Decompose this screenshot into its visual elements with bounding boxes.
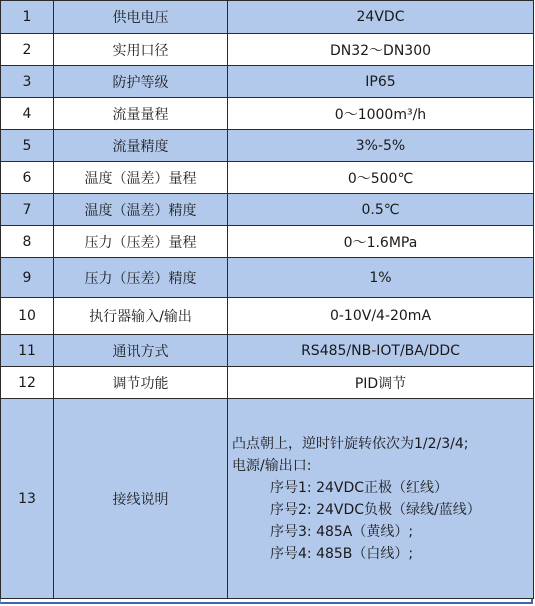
row-item: 调节功能 bbox=[54, 367, 228, 399]
row-item: 压力（压差）精度 bbox=[54, 258, 228, 298]
table-row bbox=[1, 194, 534, 226]
wiring-line: 凸点朝上，逆时针旋转依次为1/2/3/4; bbox=[232, 435, 469, 452]
row-value: 24VDC bbox=[228, 1, 534, 34]
row-value: 3%-5% bbox=[228, 130, 534, 162]
row-number: 2 bbox=[1, 34, 54, 66]
table-row-wiring bbox=[1, 399, 534, 599]
row-value: PID调节 bbox=[228, 367, 534, 399]
table-row bbox=[1, 130, 534, 162]
row-item: 温度（温差）量程 bbox=[54, 162, 228, 194]
row-value: DN32～DN300 bbox=[228, 34, 534, 66]
row-number: 12 bbox=[1, 367, 54, 399]
table-row bbox=[1, 258, 534, 298]
wiring-line: 电源/输出口: bbox=[232, 457, 312, 474]
row-value: 1% bbox=[228, 258, 534, 298]
table-row bbox=[1, 226, 534, 258]
row-item: 防护等级 bbox=[54, 66, 228, 98]
row-item: 接线说明 bbox=[54, 399, 228, 599]
row-number: 9 bbox=[1, 258, 54, 298]
table-row bbox=[1, 298, 534, 335]
table-row bbox=[1, 34, 534, 66]
row-value: 0～500℃ bbox=[228, 162, 534, 194]
row-value: 0～1.6MPa bbox=[228, 226, 534, 258]
row-number: 3 bbox=[1, 66, 54, 98]
table-row bbox=[1, 335, 534, 367]
row-item: 执行器输入/输出 bbox=[54, 298, 228, 335]
row-item: 流量精度 bbox=[54, 130, 228, 162]
table-row bbox=[1, 1, 534, 34]
row-value: 0.5℃ bbox=[228, 194, 534, 226]
row-number: 4 bbox=[1, 98, 54, 130]
row-number: 6 bbox=[1, 162, 54, 194]
table-row bbox=[1, 162, 534, 194]
row-number: 11 bbox=[1, 335, 54, 367]
wiring-line: 序号3: 485A（黄线）; bbox=[270, 523, 414, 540]
row-number: 8 bbox=[1, 226, 54, 258]
row-item: 温度（温差）精度 bbox=[54, 194, 228, 226]
wiring-line: 序号1: 24VDC正极（红线） bbox=[270, 479, 449, 496]
row-item: 通讯方式 bbox=[54, 335, 228, 367]
row-number: 1 bbox=[1, 1, 54, 34]
wiring-description bbox=[228, 399, 534, 599]
table-row bbox=[1, 367, 534, 399]
row-number: 7 bbox=[1, 194, 54, 226]
row-number: 10 bbox=[1, 298, 54, 335]
row-value: 0-10V/4-20mA bbox=[228, 298, 534, 335]
wiring-line: 序号2: 24VDC负极（绿线/蓝线） bbox=[270, 501, 481, 518]
row-value: IP65 bbox=[228, 66, 534, 98]
row-value: RS485/NB-IOT/BA/DDC bbox=[228, 335, 534, 367]
row-number: 13 bbox=[1, 399, 54, 599]
row-item: 实用口径 bbox=[54, 34, 228, 66]
row-number: 5 bbox=[1, 130, 54, 162]
table-row bbox=[1, 98, 534, 130]
table-row bbox=[1, 66, 534, 98]
row-value: 0～1000m³/h bbox=[228, 98, 534, 130]
row-item: 流量量程 bbox=[54, 98, 228, 130]
row-item: 供电电压 bbox=[54, 1, 228, 34]
row-item: 压力（压差）量程 bbox=[54, 226, 228, 258]
wiring-line: 序号4: 485B（白线）; bbox=[270, 545, 414, 562]
